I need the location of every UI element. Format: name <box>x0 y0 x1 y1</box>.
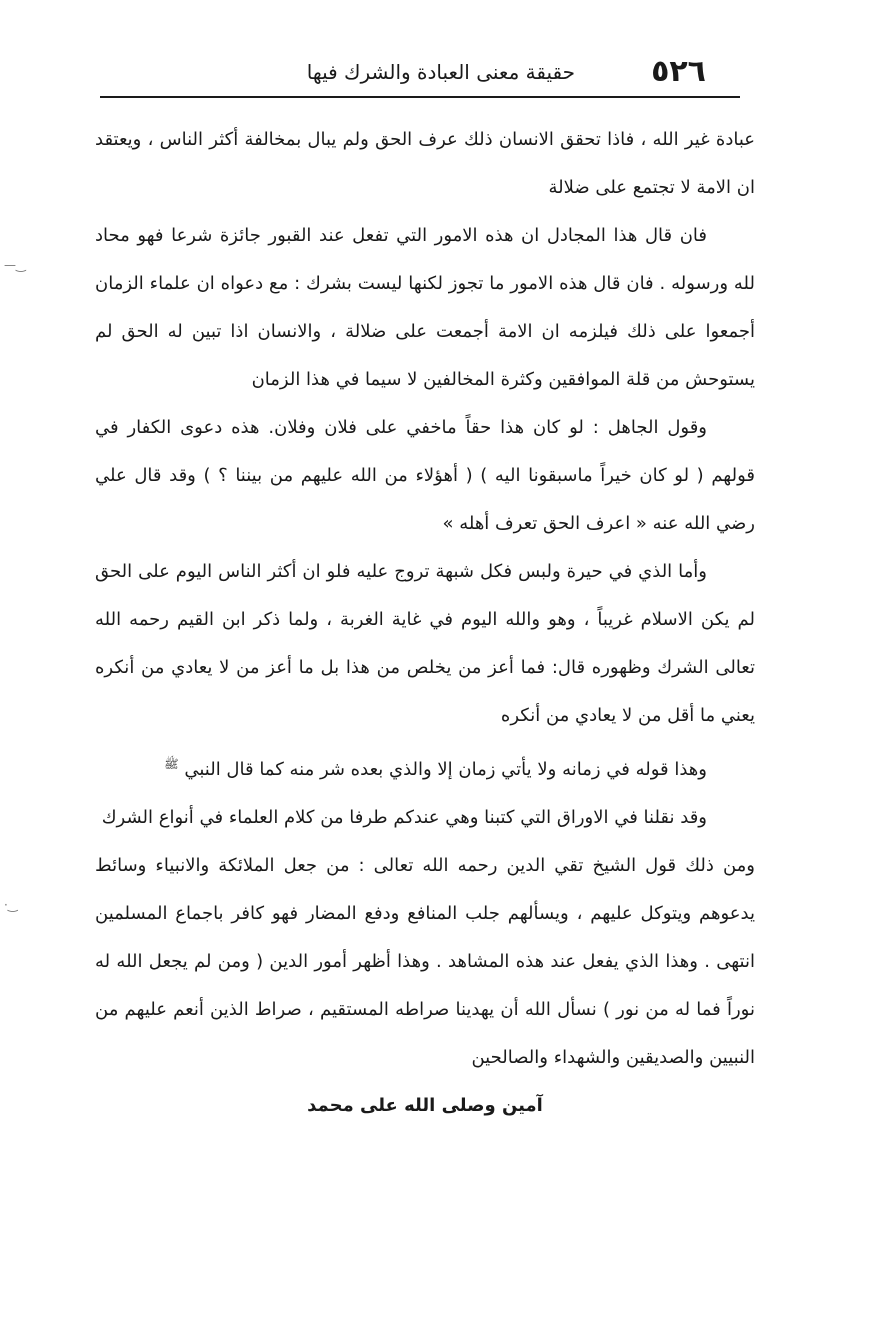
closing-line: آمين وصلى الله على محمد <box>307 1095 543 1116</box>
paragraph: ومن ذلك قول الشيخ تقي الدين رحمه الله تعالى : من جعل الملائكة والانبياء وسائط يدعوهم ويتوكل عليهم ، ويسألهم جلب المنافع ودفع المضار فهو كافر باجماع المسلمين انتهى . وهذا الذي يفعل عند هذه المشاهد . وهذا أظهر أمور الدين ( ومن لم يجعل الله له نوراً فما له من نور ) نسأل الله أن يهدينا صراطه المستقيم ، صراط الذين أنعم عليهم من النبيين والصديقين والشهداء والصالحين <box>95 855 755 1068</box>
page-number: ٥٢٦ <box>651 54 706 89</box>
paragraph: وقد نقلنا في الاوراق التي كتبنا وهي عندكم طرفا من كلام العلماء في أنواع الشرك <box>101 807 707 828</box>
running-title: حقيقة معنى العبادة والشرك فيها <box>306 60 575 84</box>
paragraph: فان قال هذا المجادل ان هذه الامور التي تفعل عند القبور جائزة شرعا فهو محاد لله ورسوله . فان قال هذه الامور ما تجوز لكنها ليست بشرك : مع دعواه ان علماء الزمان أجمعوا على ذلك فيلزمه ان الامة أجمعت على ضلالة ، والانسان اذا تبين له الحق لم يستوحش من قلة الموافقين وكثرة المخالفين لا سيما في هذا الزمان <box>95 225 755 390</box>
paragraph: وأما الذي في حيرة ولبس فكل شبهة تروج عليه فلو ان أكثر الناس اليوم على الحق لم يكن الاسلام غريباً ، وهو والله اليوم في غاية الغربة ، ولما ذكر ابن القيم رحمه الله تعالى الشرك وظهوره قال: فما أعز من يخلص من هذا بل ما أعز من لا يعادي من أنكره يعني ما أقل من لا يعادي من أنكره <box>95 561 755 726</box>
paragraph <box>95 740 755 794</box>
pbuh-honorific: ﷺ <box>164 757 179 771</box>
margin-mark: —‿ <box>4 258 26 272</box>
paragraph: عبادة غير الله ، فاذا تحقق الانسان ذلك عرف الحق ولم يبال بمخالفة أكثر الناس ، ويعتقد ان الامة لا تجتمع على ضلالة <box>95 129 755 198</box>
header-rule <box>100 96 740 98</box>
paragraph: وقول الجاهل : لو كان هذا حقاً ماخفي على فلان وفلان. هذه دعوى الكفار في قولهم ( لو كان خيراً ماسبقونا اليه ) ( أهؤلاء من الله عليهم من بيننا ؟ ) وقد قال علي رضي الله عنه « اعرف الحق تعرف أهله » <box>95 417 755 534</box>
margin-mark: ·‿ <box>4 898 18 912</box>
page-header <box>100 48 740 96</box>
paragraph-text: وهذا قوله في زمانه ولا يأتي زمان إلا والذي بعده شر منه كما قال النبي <box>184 759 707 780</box>
body-text <box>95 116 755 1130</box>
